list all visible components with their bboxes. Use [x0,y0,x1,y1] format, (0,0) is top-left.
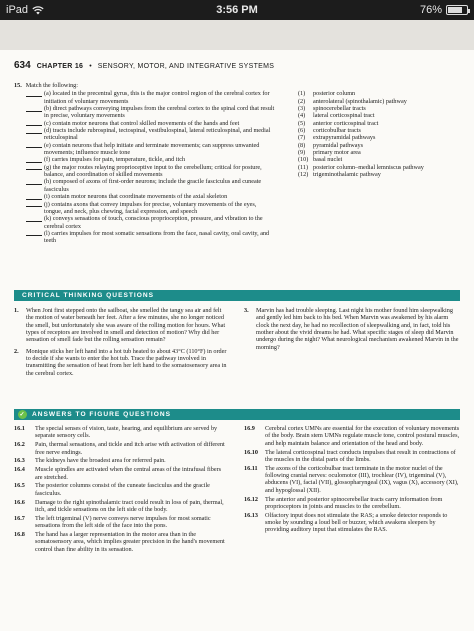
answer-number: 16.8 [14,530,25,538]
answer-item [14,425,230,440]
status-bar [0,0,474,20]
answers-column-right [244,425,460,555]
ct-question-number: 2. [14,347,19,355]
battery-level [448,7,462,13]
match-description-item [26,156,276,163]
answer-blank[interactable] [26,142,42,149]
answer-text: The axons of the corticobulbar tract terminate in the motor nuclei of the following cranial nerves: oculomotor (III), trochlear (IV), trigeminal (V), abducens (VI), facial (VII), glossopharyngeal (IX), vagus (X), accessory (XI), and hypoglossal (XII). [265,464,459,494]
match-term-item [298,156,460,163]
answer-number: 16.1 [14,425,25,432]
chapter-label: CHAPTER 16 [36,63,84,70]
critical-thinking-question [14,307,230,344]
match-term-text: posterior column–medial lemniscus pathway [313,163,424,171]
match-term-number: (10) [298,156,309,164]
answer-number: 16.11 [244,464,258,472]
page-number: 634 [14,60,31,71]
answer-item [14,531,230,553]
match-description-item [26,105,276,120]
match-term-item [298,98,460,105]
answer-text: The kidneys have the broadest area for referred pain. [35,457,166,465]
match-description-item [26,230,276,245]
ct-question-text: Monique sticks her left hand into a hot tub heated to about 43°C (110°F) in order to decide if she wants to enter the hot tub. Trace the pathway involved in transmitting the sensation of heat from her left hand to the somatosensory area in the cerebral cortex. [26,347,227,377]
answer-item [14,482,230,497]
match-description-text: (c) contain motor neurons that control skilled movements of the hands and feet [44,119,240,127]
match-description-item [26,215,276,230]
checkmark-icon: ✓ [19,412,26,418]
match-term-number: (8) [298,141,306,149]
match-term-number: (5) [298,119,306,127]
answer-number: 16.4 [14,466,25,474]
answer-number: 16.13 [244,511,258,519]
answer-item [244,465,460,494]
answers-to-figure-questions [14,425,460,555]
match-description-text: (d) tracts include rubrospinal, tectospinal, vestibulospinal, lateral reticulospinal, and medial reticulospinal [44,127,271,142]
match-term-item [298,112,460,119]
answer-blank[interactable] [26,90,42,97]
answer-number: 16.3 [14,457,25,465]
match-term-text: trigeminothalamic pathway [313,171,381,179]
answer-item [14,457,230,464]
match-columns [14,90,460,244]
match-term-text: pyramidal pathways [313,141,364,149]
answer-text: The lateral corticospinal tract conducts impulses that result in contractions of the muscles in the distal parts of the limbs. [265,448,456,463]
matching-question [14,82,460,245]
match-term-text: spinocerebellar tracts [313,105,366,113]
match-description-text: (f) carries impulses for pain, temperature, tickle, and itch [44,156,186,164]
question-number: 15. [14,82,22,89]
match-term-text: posterior column [313,90,356,98]
answer-item [14,466,230,481]
answer-blank[interactable] [26,201,42,208]
header-bullet: • [89,63,92,70]
match-term-number: (11) [298,163,309,171]
match-description-item [26,193,276,200]
match-description-text: (k) conveys sensations of touch, conscious proprioception, pressure, and vibration to the cerebral cortex [44,215,263,230]
answer-blank[interactable] [26,127,42,134]
match-description-item [26,178,276,193]
match-term-item [298,142,460,149]
match-description-text: (b) direct pathways conveying impulses from the cerebral cortex to the spinal cord that result in precise, voluntary movements [44,105,275,120]
answer-text: The posterior columns consist of the cuneate fasciculus and the gracile fasciculus. [35,482,210,497]
answers-title: ANSWERS TO FIGURE QUESTIONS [32,411,171,418]
match-description-text: (h) composed of axons of first-order neurons; include the gracile fasciculus and cuneate fasciculus [44,178,262,193]
match-term-item [298,90,460,97]
answer-item [244,449,460,464]
match-term-number: (7) [298,134,306,142]
match-term-number: (6) [298,127,306,135]
answer-blank[interactable] [26,230,42,237]
answer-number: 16.2 [14,441,25,449]
question-header [14,82,460,89]
match-description-item [26,120,276,127]
match-terms [276,90,460,244]
page-top-strip [0,20,474,50]
answer-blank[interactable] [26,193,42,200]
answer-text: Muscle spindles are activated when the central areas of the intrafusal fibers are stretched. [35,466,222,481]
answer-item [14,499,230,514]
match-description-item [26,90,276,105]
answer-number: 16.9 [244,425,255,432]
answer-number: 16.6 [14,498,25,506]
clock: 3:56 PM [216,4,258,16]
ebook-page[interactable] [0,20,474,631]
match-term-text: anterior corticospinal tract [313,119,379,127]
answer-number: 16.7 [14,514,25,522]
answer-item [244,512,460,534]
match-term-number: (2) [298,97,306,105]
answer-text: Olfactory input does not stimulate the RAS; a smoke detector responds to smoke by sounding a loud bell or buzzer, which awakens sleepers by providing auditory input that stimulates the RAS. [265,511,448,534]
answer-blank[interactable] [26,178,42,185]
match-description-text: (l) carries impulses for most somatic sensations from the face, nasal cavity, oral cavity, and teeth [44,229,270,245]
battery-icon [446,5,468,15]
ct-column-right [244,307,460,381]
match-term-number: (12) [298,171,309,179]
device-label: iPad [6,4,29,16]
answer-number: 16.12 [244,495,258,503]
match-term-number: (9) [298,149,306,157]
match-term-item [298,164,460,171]
status-right [420,4,468,16]
answer-item [244,496,460,511]
match-term-text: anterolateral (spinothalamic) pathway [313,97,407,105]
answer-text: The left trigeminal (V) nerve conveys nerve impulses for most somatic sensations from the left side of the face into the pons. [35,514,211,530]
match-term-text: extrapyramidal pathways [313,134,376,142]
match-term-text: lateral corticospinal tract [313,112,375,120]
answer-blank[interactable] [26,156,42,163]
match-description-item [26,201,276,216]
answer-item [14,515,230,530]
answer-text: Pain, thermal sensations, and tickle and itch arise with activation of different free nerve endings. [35,441,225,456]
answers-heading [14,409,460,420]
answer-text: Damage to the right spinothalamic tract could result in loss of pain, thermal, itch, and tickle sensations on the left side of the body. [35,498,224,513]
answer-item [14,441,230,456]
match-description-text: (i) contain motor neurons that coordinate movements of the axial skeleton [44,193,228,201]
match-description-item [26,142,276,157]
answer-text: The special senses of vision, taste, hearing, and equilibrium are served by separate sensory cells. [35,425,218,440]
answer-text: Cerebral cortex UMNs are essential for the execution of voluntary movements of the body. Brain stem UMNs regulate muscle tone, control postural muscles, and help maintain balance and orientation of the head and body. [265,425,460,447]
match-term-item [298,171,460,178]
battery-percent: 76% [419,4,442,16]
answer-number: 16.5 [14,482,25,490]
question-prompt: Match the following: [25,82,78,89]
ct-question-number: 1. [14,307,19,314]
match-term-item [298,127,460,134]
answer-text: The anterior and posterior spinocerebellar tracts carry information from proprioceptors in joints and muscles to the cerebellum. [265,495,443,510]
match-term-item [298,134,460,141]
match-description-text: (g) the major routes relaying proprioceptive input to the cerebellum; critical for posture, balance, and coordination of skilled movements [44,163,262,179]
match-description-text: (e) contain neurons that help initiate and terminate movements; can suppress unwanted movements; influence muscle tone [44,141,260,157]
ct-question-text: Marvin has had trouble sleeping. Last night his mother found him sleepwalking and gently led him back to his bed. When Marvin was awakened by his alarm clock the next day, he had no recollection of sleepwalking and, in fact, told his mother about the vivid dreams he had. What specific stages of sleep did Marvin undergo during the night? What neurological mechanism awakened Marvin in the morning? [256,307,459,351]
match-term-item [298,149,460,156]
match-descriptions [14,90,276,244]
match-term-text: basal nuclei [313,156,343,164]
match-description-item [26,127,276,142]
answer-blank[interactable] [26,105,42,112]
answer-number: 16.10 [244,448,258,456]
match-term-item [298,105,460,112]
critical-thinking-heading: CRITICAL THINKING QUESTIONS [14,290,460,301]
ct-question-number: 3. [244,307,249,314]
ct-question-text: When Joni first stepped onto the sailboat, she smelled the tangy sea air and felt the motion of water beneath her feet. After a few minutes, she no longer noticed the smell, but unfortunately she was aware of the rolling motion for hours. What types of receptors are involved in smell and detection of motion? Why did her sensation of smell fade but the rolling sensation remain? [26,307,226,344]
ct-column-left [14,307,230,381]
section-title: SENSORY, MOTOR, AND INTEGRATIVE SYSTEMS [97,63,275,70]
answer-item [244,425,460,447]
match-term-number: (1) [298,90,306,98]
page-header [14,60,460,71]
match-description-text: (j) contains axons that convey impulses for precise, voluntary movements of the eyes, tongue, and neck, plus chewing, facial expression, and speech [44,200,257,215]
answer-blank[interactable] [26,215,42,222]
wifi-icon [32,6,44,15]
critical-thinking-question [14,348,230,377]
answer-text: The hand has a larger representation in the motor area than in the somatosensory area, which implies greater precision in the hand's movement control than fine ability in its sensation. [35,530,225,553]
match-term-number: (4) [298,112,306,120]
match-description-item [26,164,276,179]
match-term-item [298,120,460,127]
match-term-text: corticobulbar tracts [313,127,361,135]
match-description-text: (a) located in the precentral gyrus, this is the major control region of the cerebral cortex for initiation of voluntary movements [44,90,270,105]
answer-blank[interactable] [26,120,42,127]
match-term-text: primary motor area [313,149,361,157]
match-term-number: (3) [298,105,306,113]
critical-thinking-questions [14,307,460,381]
critical-thinking-question [244,307,460,351]
status-left [6,4,44,16]
answers-column-left [14,425,230,555]
answer-blank[interactable] [26,164,42,171]
